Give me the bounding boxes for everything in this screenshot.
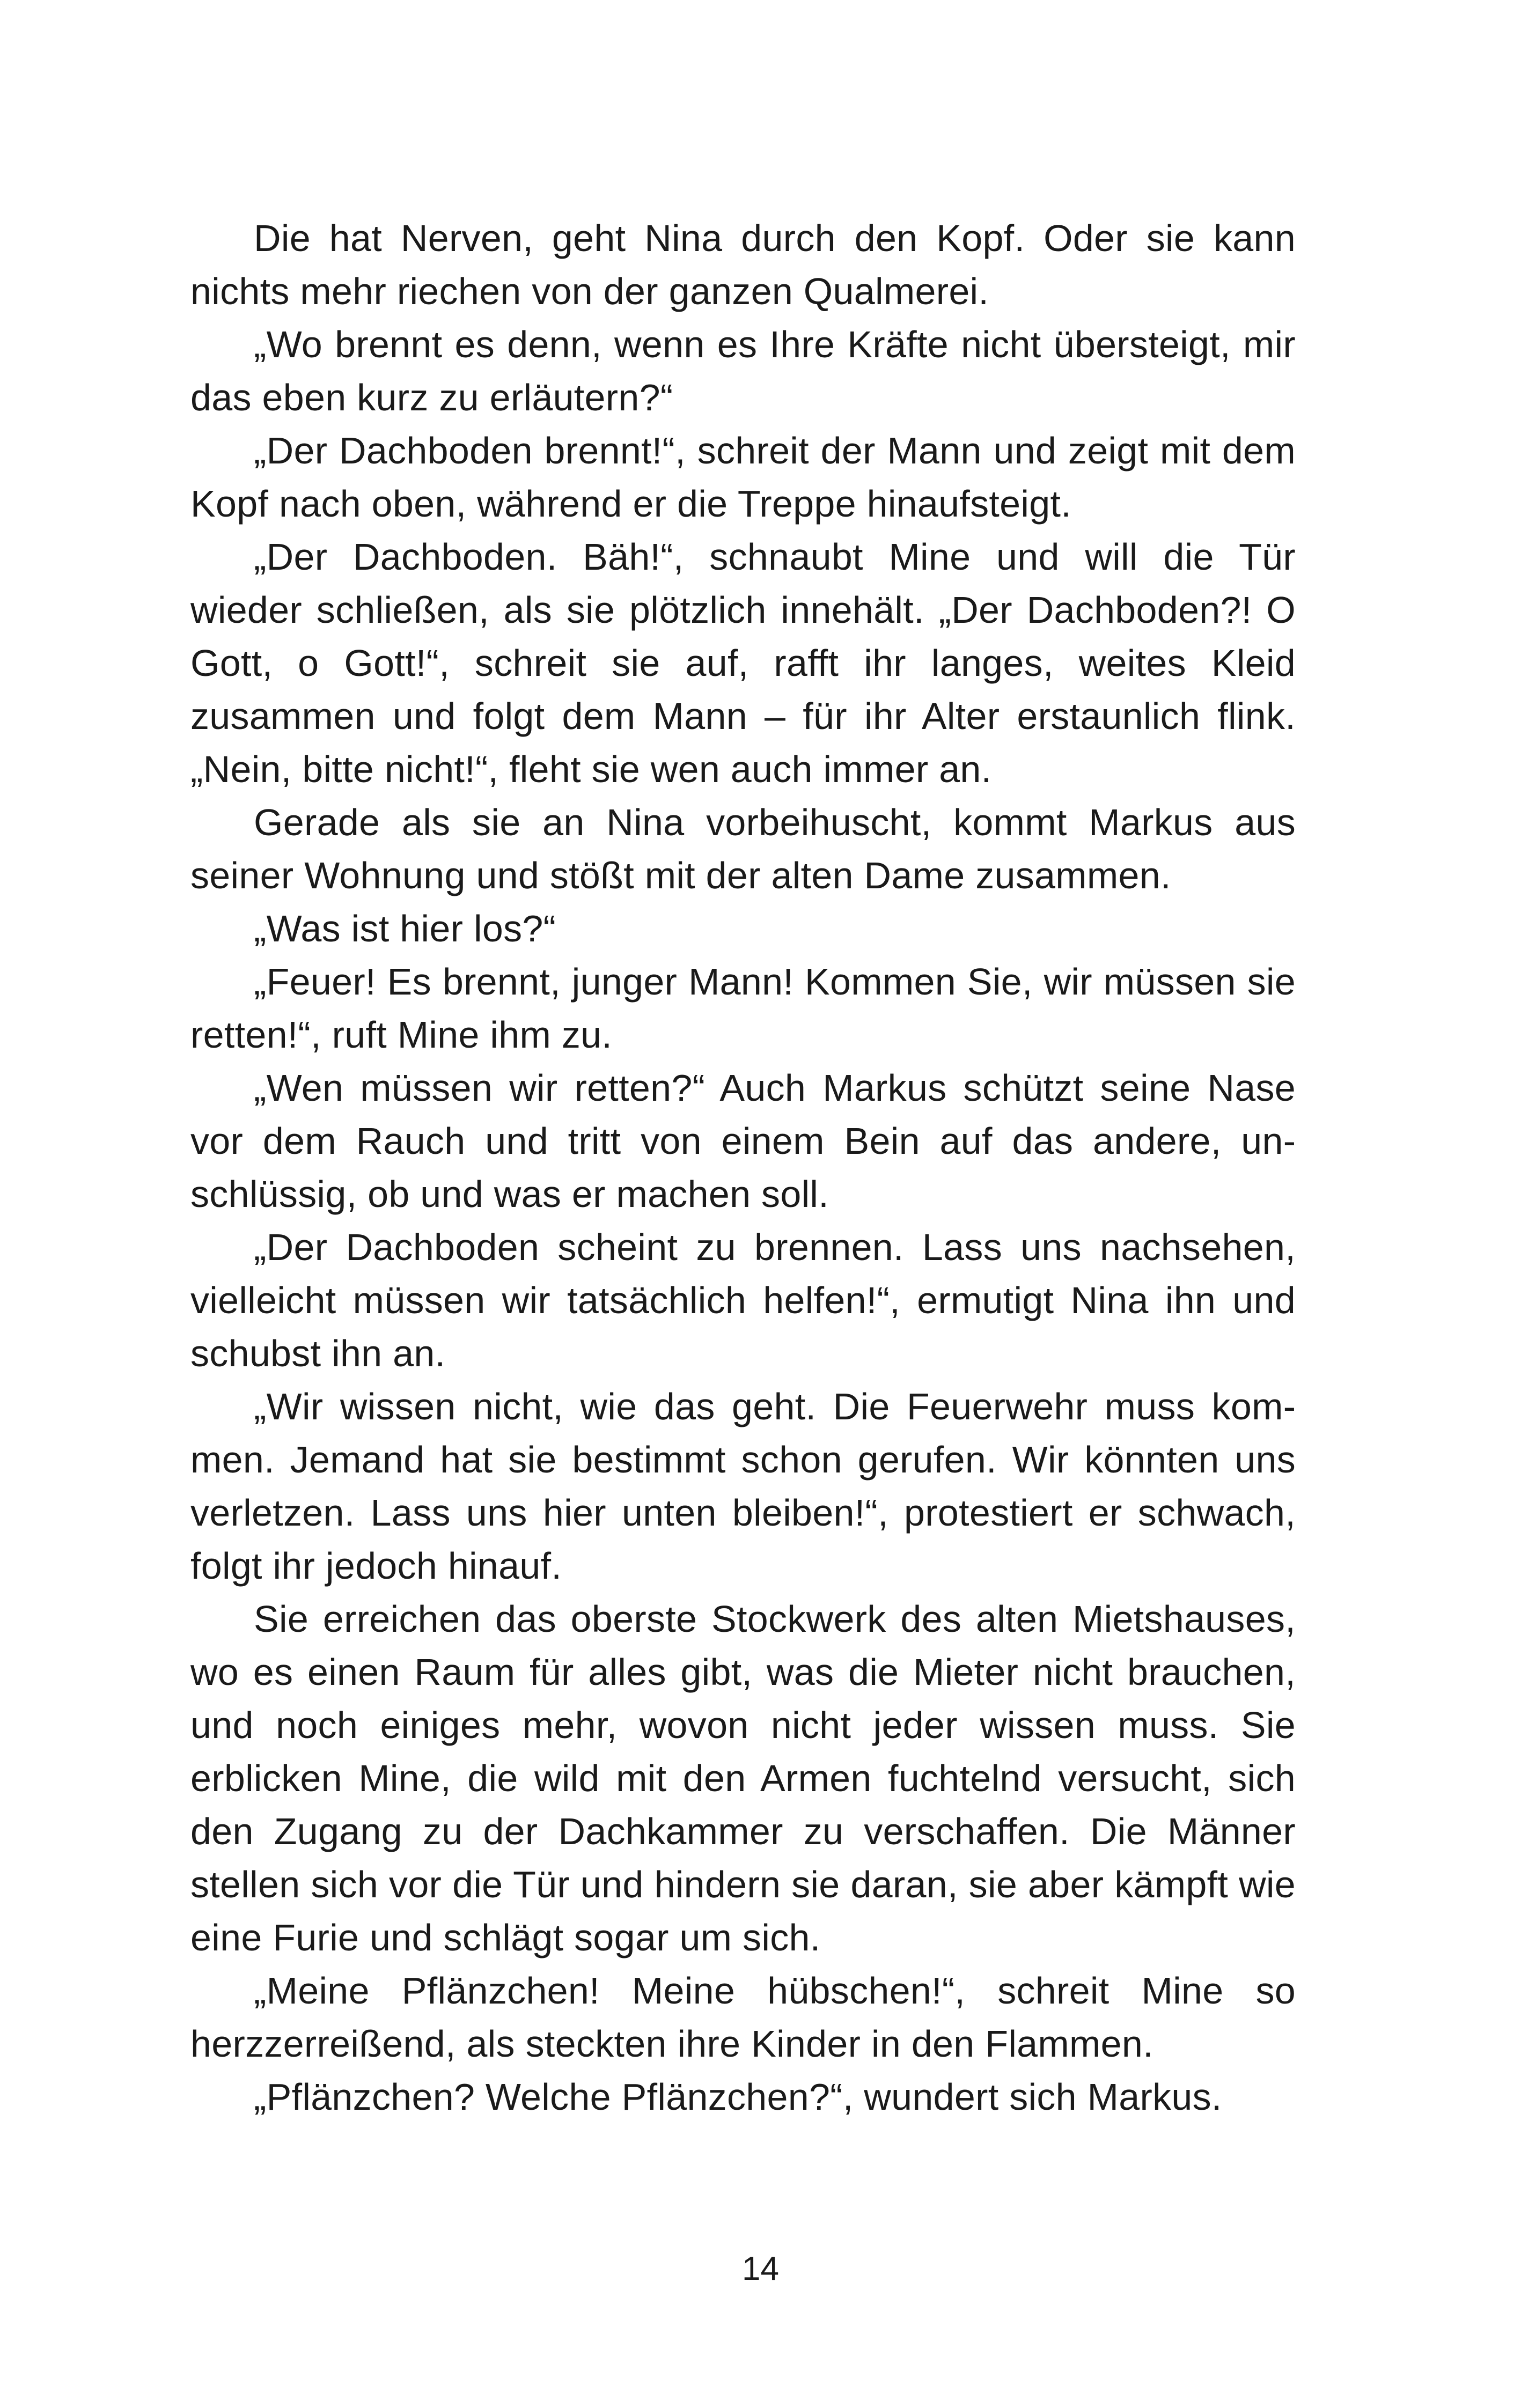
- paragraph: „Was ist hier los?“: [254, 908, 556, 949]
- page-number: 14: [742, 2250, 779, 2287]
- paragraph: „Wir wissen nicht, wie das geht. Die Feuerwehr muss kommen. Jemand hat sie bestimmt schon gerufen. Wir könnten uns verletzen. Lass uns hier unten bleiben!“, protestiert er schwach, folgt ihr jedoch hinauf.: [190, 1386, 1296, 1587]
- paragraph: „Der Dachboden brennt!“, schreit der Mann und zeigt mit dem Kopf nach oben, während er die Treppe hinaufsteigt.: [190, 430, 1296, 525]
- paragraph: Die hat Nerven, geht Nina durch den Kopf. Oder sie kann nichts mehr riechen von der ganzen Qualmerei.: [190, 217, 1296, 312]
- paragraph: „Der Dachboden. Bäh!“, schnaubt Mine und will die Tür wieder schließen, als sie plötzlich innehält. „Der Dachboden?! O Gott, o Gott!“, schreit sie auf, rafft ihr langes, weites Kleid zusammen und folgt dem Mann – für ihr Alter erstaunlich flink. „Nein, bitte nicht!“, fleht sie wen auch immer an.: [190, 536, 1296, 790]
- paragraph: „Wen müssen wir retten?“ Auch Markus schützt seine Nase vor dem Rauch und tritt von einem Bein auf das andere, unschlüssig, ob und was er machen soll.: [190, 1067, 1296, 1215]
- paragraph: „Feuer! Es brennt, junger Mann! Kommen Sie, wir müssen sie retten!“, ruft Mine ihm zu.: [190, 961, 1296, 1056]
- paragraph: „Wo brennt es denn, wenn es Ihre Kräfte nicht übersteigt, mir das eben kurz zu erläutern?“: [190, 323, 1296, 418]
- book-page-text: [190, 212, 1296, 2124]
- paragraph: Sie erreichen das oberste Stockwerk des alten Mietshauses, wo es einen Raum für alles gibt, was die Mieter nicht brauchen, und noch einiges mehr, wovon nicht jeder wissen muss. Sie erblicken Mine, die wild mit den Armen fuchtelnd versucht, sich den Zugang zu der Dachkammer zu verschaffen. Die Männer stellen sich vor die Tür und hindern sie daran, sie aber kämpft wie eine Furie und schlägt sogar um sich.: [190, 1598, 1296, 1958]
- paragraph: „Meine Pflänzchen! Meine hübschen!“, schreit Mine so herzzerreißend, als steckten ihre Kinder in den Flammen.: [190, 1970, 1296, 2065]
- paragraph: Gerade als sie an Nina vorbeihuscht, kommt Markus aus seiner Wohnung und stößt mit der alten Dame zusammen.: [190, 801, 1296, 896]
- paragraph: „Pflänzchen? Welche Pflänzchen?“, wundert sich Markus.: [254, 2076, 1222, 2118]
- paragraph: „Der Dachboden scheint zu brennen. Lass uns nachsehen, vielleicht müssen wir tatsächlich helfen!“, ermutigt Nina ihn und schubst ihn an.: [190, 1226, 1296, 1374]
